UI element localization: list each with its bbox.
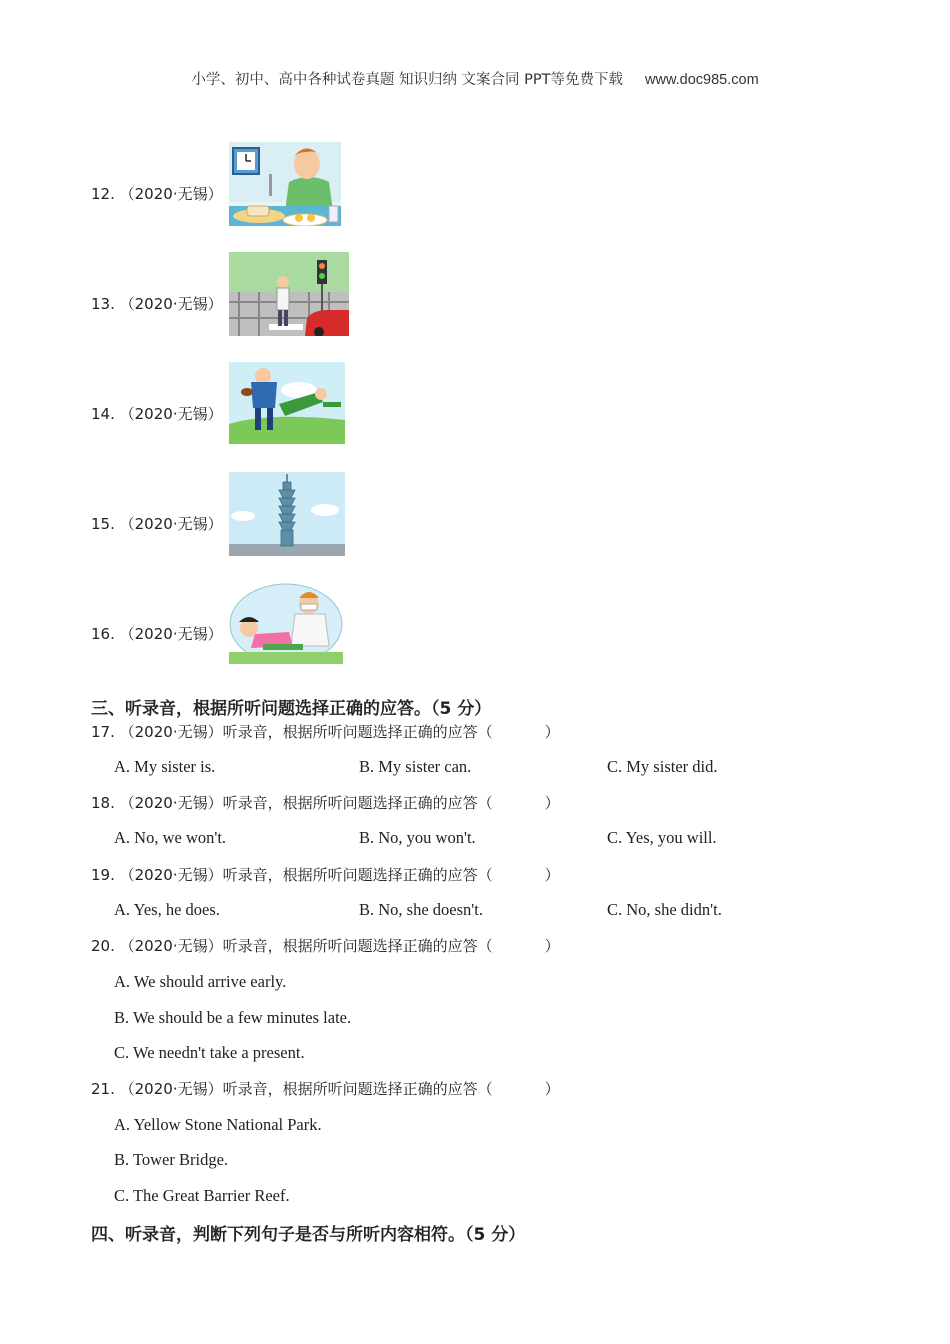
option-17-a[interactable]: A. My sister is. <box>114 757 216 776</box>
question-source: （2020·无锡） <box>119 295 223 313</box>
option-20-c[interactable]: C. We needn't take a present. <box>114 1043 305 1062</box>
closing-paren: ） <box>544 723 560 741</box>
question-stem: （2020·无锡）听录音，根据所听问题选择正确的应答（ <box>119 1080 493 1098</box>
picture-question-14 <box>91 403 223 424</box>
option-21-b[interactable]: B. Tower Bridge. <box>114 1150 229 1169</box>
question-19 <box>91 864 560 885</box>
question-source: （2020·无锡） <box>119 405 223 423</box>
question-21 <box>91 1078 560 1099</box>
picture-question-16 <box>91 623 223 644</box>
section-3-title: 三、听录音，根据所听问题选择正确的应答。（5 分） <box>91 699 492 719</box>
option-19-a[interactable]: A. Yes, he does. <box>114 900 220 919</box>
question-number: 18. <box>91 794 115 812</box>
question-number: 21. <box>91 1080 115 1098</box>
option-19-c[interactable]: C. No, she didn't. <box>607 900 722 919</box>
closing-paren: ） <box>544 937 560 955</box>
question-17 <box>91 721 560 742</box>
rugby-players-picture <box>229 362 345 444</box>
picture-question-13 <box>91 293 223 314</box>
option-21-c[interactable]: C. The Great Barrier Reef. <box>114 1186 290 1205</box>
question-stem: （2020·无锡）听录音，根据所听问题选择正确的应答（ <box>119 794 493 812</box>
tall-tower-picture <box>229 472 345 556</box>
question-number: 16. <box>91 625 115 643</box>
option-19-b[interactable]: B. No, she doesn't. <box>359 900 483 919</box>
option-18-c[interactable]: C. Yes, you will. <box>607 828 717 847</box>
question-number: 20. <box>91 937 115 955</box>
question-20 <box>91 935 560 956</box>
question-stem: （2020·无锡）听录音，根据所听问题选择正确的应答（ <box>119 866 493 884</box>
option-17-b[interactable]: B. My sister can. <box>359 757 472 776</box>
option-18-a[interactable]: A. No, we won't. <box>114 828 227 847</box>
option-17-c[interactable]: C. My sister did. <box>607 757 718 776</box>
section-4-title: 四、听录音，判断下列句子是否与所听内容相符。（5 分） <box>91 1225 526 1245</box>
closing-paren: ） <box>544 866 560 884</box>
closing-paren: ） <box>544 1080 560 1098</box>
boy-crossing-street-picture <box>229 252 349 336</box>
question-18 <box>91 792 560 813</box>
option-20-a[interactable]: A. We should arrive early. <box>114 972 287 991</box>
header-url[interactable]: www.doc985.com <box>645 72 759 88</box>
option-20-b[interactable]: B. We should be a few minutes late. <box>114 1008 352 1027</box>
closing-paren: ） <box>544 794 560 812</box>
question-source: （2020·无锡） <box>119 515 223 533</box>
man-eating-breakfast-picture <box>229 142 341 226</box>
option-21-a[interactable]: A. Yellow Stone National Park. <box>114 1115 322 1134</box>
question-number: 17. <box>91 723 115 741</box>
option-18-b[interactable]: B. No, you won't. <box>359 828 476 847</box>
header-text: 小学、初中、高中各种试卷真题 知识归纳 文案合同 PPT等免费下载 <box>191 72 624 88</box>
question-stem: （2020·无锡）听录音，根据所听问题选择正确的应答（ <box>119 723 493 741</box>
picture-question-15 <box>91 513 223 534</box>
question-number: 15. <box>91 515 115 533</box>
question-number: 12. <box>91 185 115 203</box>
question-source: （2020·无锡） <box>119 625 223 643</box>
question-number: 19. <box>91 866 115 884</box>
question-source: （2020·无锡） <box>119 185 223 203</box>
question-number: 14. <box>91 405 115 423</box>
dentist-picture <box>229 582 343 664</box>
question-stem: （2020·无锡）听录音，根据所听问题选择正确的应答（ <box>119 937 493 955</box>
picture-question-12 <box>91 183 223 204</box>
page-header <box>0 68 950 89</box>
question-number: 13. <box>91 295 115 313</box>
